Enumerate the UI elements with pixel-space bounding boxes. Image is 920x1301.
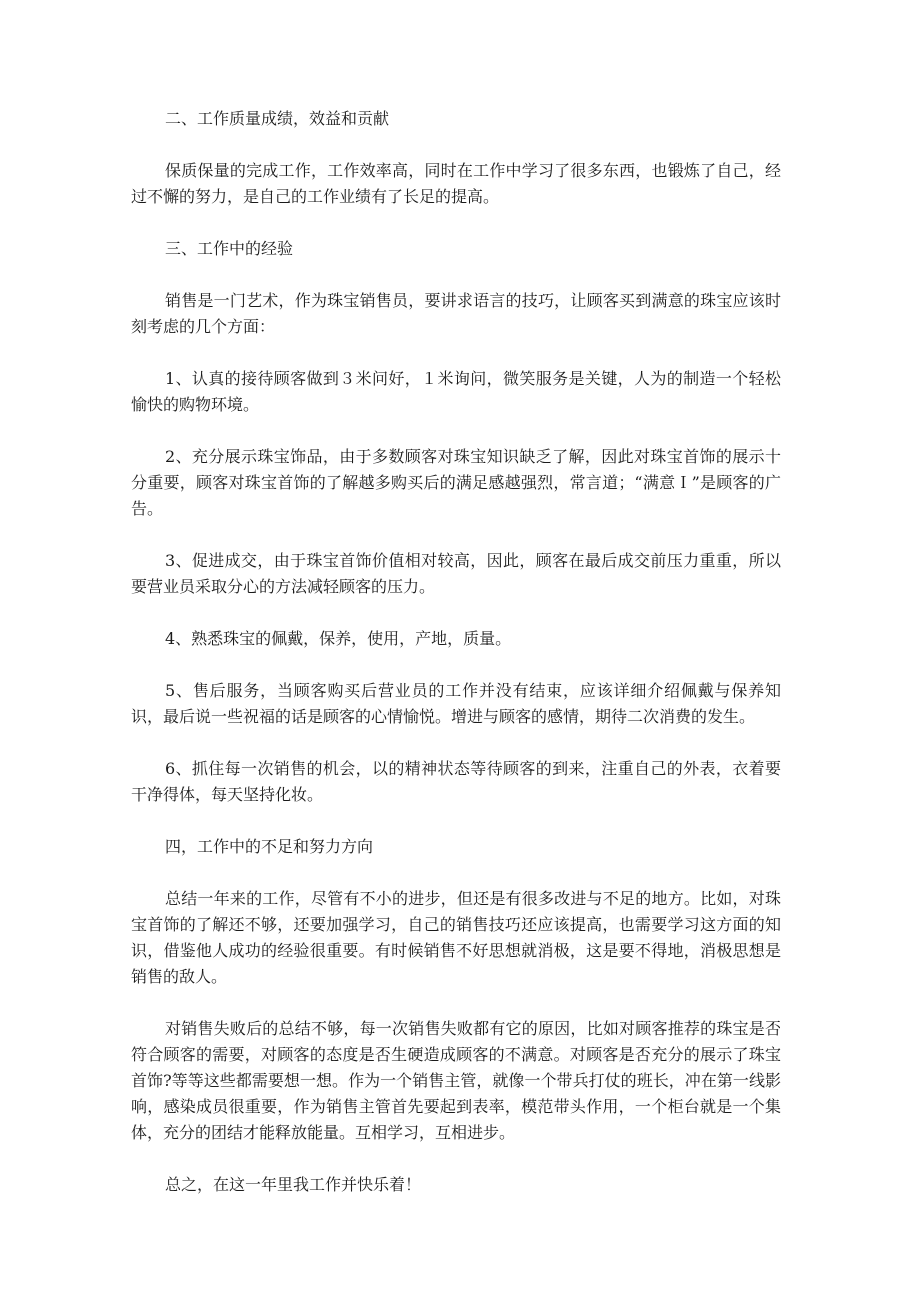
paragraph-conclusion: 总之，在这一年里我工作并快乐着！ — [165, 1175, 422, 1194]
paragraph-summary-year: 总结一年来的工作，尽管有不小的进步，但还是有很多改进与不足的地方。比如，对珠宝首饰的了解还不够，还要加强学习，自己的销售技巧还应该提高，也需要学习这方面的知识，借鉴他人成功的经验很重要。有时候销售不好思想就消极，这是要不得地，消极思想是销售的敌人。 — [131, 889, 781, 986]
list-item-5: 5、售后服务，当顾客购买后营业员的工作并没有结束，应该详细介绍佩戴与保养知识，最后说一些祝福的话是顾客的心情愉悦。增进与顾客的感情，期待二次消费的发生。 — [131, 681, 781, 726]
section-heading-quality: 二、工作质量成绩，效益和贡献 — [165, 109, 390, 128]
paragraph-sales-art: 销售是一门艺术，作为珠宝销售员，要讲求语言的技巧，让顾客买到满意的珠宝应该时刻考虑的几个方面： — [131, 291, 781, 336]
section-heading-experience: 三、工作中的经验 — [165, 239, 294, 258]
paragraph-quality: 保质保量的完成工作，工作效率高，同时在工作中学习了很多东西，也锻炼了自己，经过不懈的努力，是自己的工作业绩有了长足的提高。 — [131, 161, 781, 206]
document-body — [131, 106, 781, 1224]
section-heading-shortcomings: 四，工作中的不足和努力方向 — [165, 837, 374, 856]
list-item-3: 3、促进成交，由于珠宝首饰价值相对较高，因此，顾客在最后成交前压力重重，所以要营业员采取分心的方法减轻顾客的压力。 — [131, 551, 781, 596]
list-item-6: 6、抓住每一次销售的机会，以的精神状态等待顾客的到来，注重自己的外表，衣着要干净得体，每天坚持化妆。 — [131, 759, 781, 804]
list-item-4: 4、熟悉珠宝的佩戴，保养，使用，产地，质量。 — [165, 629, 512, 648]
list-item-1: 1、认真的接待顾客做到３米问好，１米询问，微笑服务是关键，人为的制造一个轻松愉快的购物环境。 — [131, 369, 781, 414]
paragraph-failure-review: 对销售失败后的总结不够，每一次销售失败都有它的原因，比如对顾客推荐的珠宝是否符合顾客的需要，对顾客的态度是否生硬造成顾客的不满意。对顾客是否充分的展示了珠宝首饰?等等这些都需要想一想。作为一个销售主管，就像一个带兵打仗的班长，冲在第一线影响，感染成员很重要，作为销售主管首先要起到表率，模范带头作用，一个柜台就是一个集体，充分的团结才能释放能量。互相学习，互相进步。 — [131, 1019, 781, 1142]
list-item-2: 2、充分展示珠宝饰品，由于多数顾客对珠宝知识缺乏了解，因此对珠宝首饰的展示十分重要，顾客对珠宝首饰的了解越多购买后的满足感越强烈，常言道；“满意Ｉ”是顾客的广告。 — [131, 447, 781, 518]
